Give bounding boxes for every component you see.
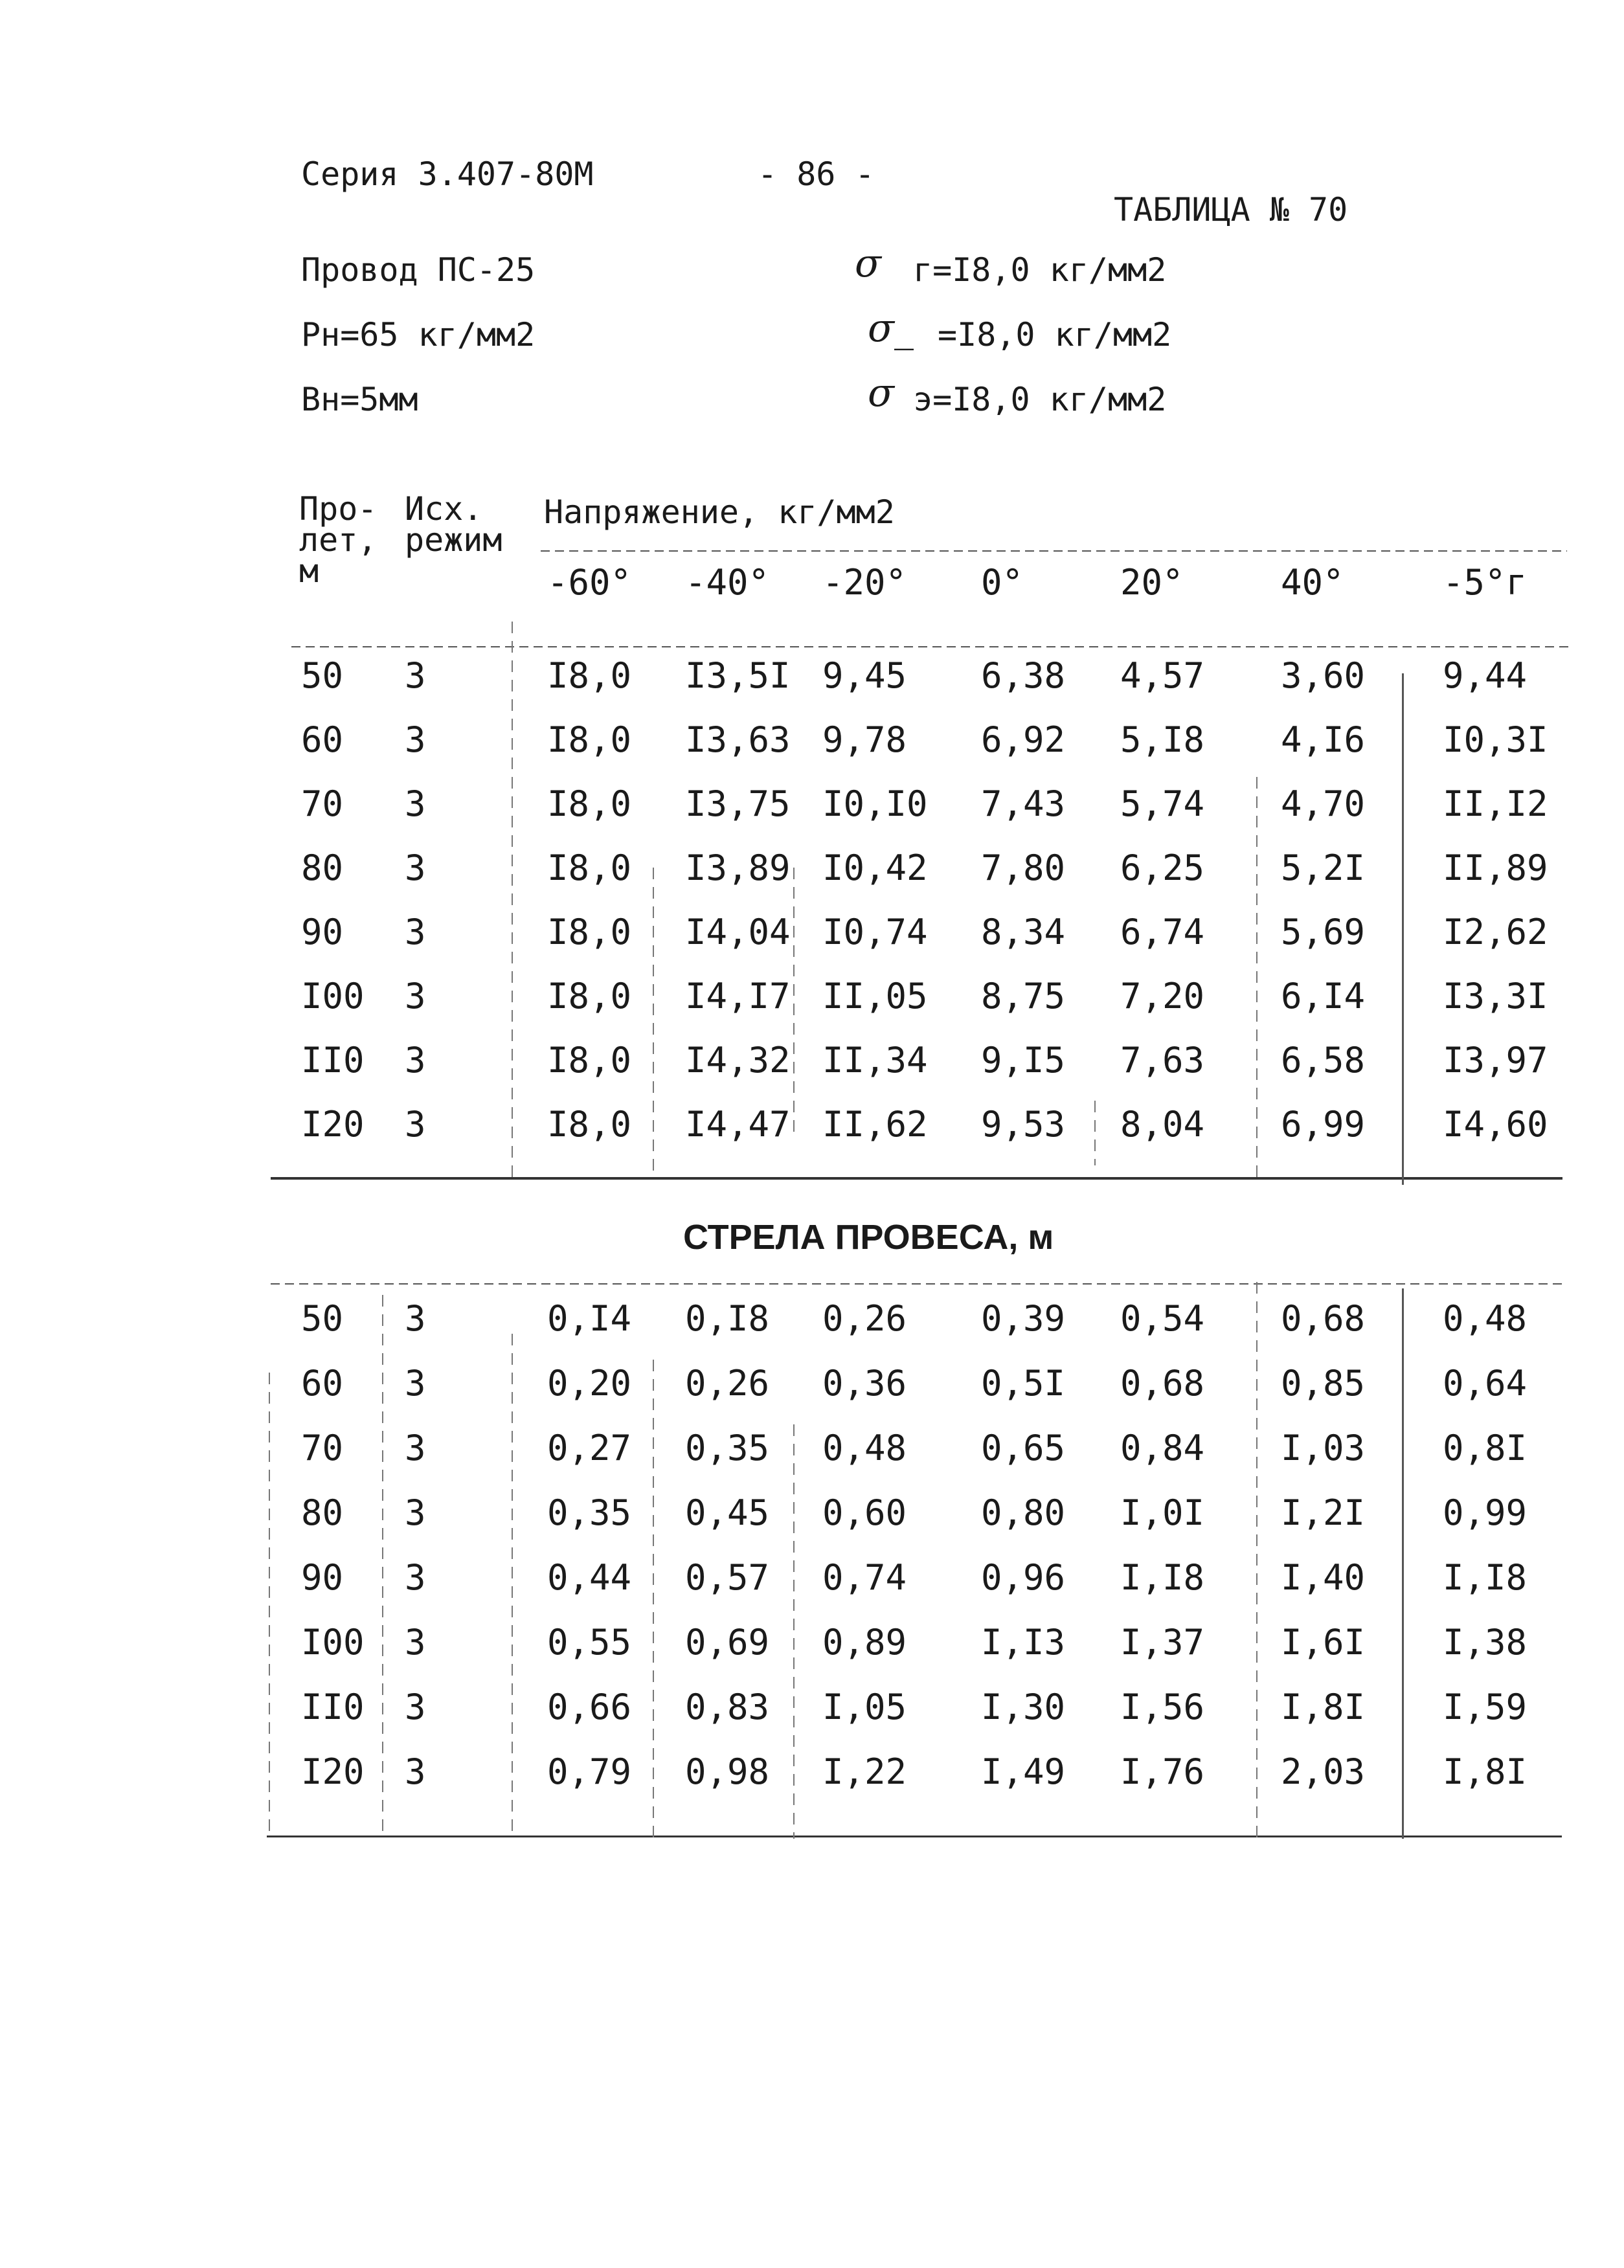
value-cell: 0,35	[547, 1492, 632, 1533]
span-cell: 90	[301, 1557, 344, 1598]
span-cell: 70	[301, 783, 344, 824]
value-cell: 0,45	[685, 1492, 770, 1533]
value-cell: 0,20	[547, 1363, 632, 1404]
value-cell: I,03	[1281, 1428, 1366, 1468]
mode-cell: 3	[405, 719, 426, 760]
value-cell: 7,43	[981, 783, 1066, 824]
value-cell: I4,04	[685, 912, 791, 952]
value-cell: I4,I7	[685, 976, 791, 1016]
value-cell: 0,39	[981, 1298, 1066, 1339]
value-cell: 8,34	[981, 912, 1066, 952]
mode-cell: 3	[405, 1751, 426, 1792]
value-cell: I3,97	[1443, 1040, 1548, 1081]
mode-cell: 3	[405, 848, 426, 888]
span-cell: 90	[301, 912, 344, 952]
value-cell: I4,60	[1443, 1104, 1548, 1145]
sigma-minus-icon: σ_	[868, 306, 914, 351]
value-cell: 3,60	[1281, 655, 1366, 696]
value-cell: I8,0	[547, 1104, 632, 1145]
col-rule-mode	[382, 1295, 383, 1832]
table-bottom-rule	[267, 1836, 1562, 1837]
temp-col-header: -40°	[685, 562, 770, 603]
col-span-line2: лет,	[299, 521, 378, 559]
value-cell: 5,74	[1120, 783, 1205, 824]
temp-col-header: -5°г	[1443, 562, 1528, 603]
value-cell: I8,0	[547, 1040, 632, 1081]
span-cell: 60	[301, 1363, 344, 1404]
col-rule-m40	[653, 868, 654, 1178]
table-number: ТАБЛИЦА № 70	[1114, 191, 1348, 229]
mode-cell: 3	[405, 1363, 426, 1404]
mode-cell: 3	[405, 1557, 426, 1598]
value-cell: 0,99	[1443, 1492, 1528, 1533]
sigma-g-icon: σ	[855, 241, 881, 286]
value-cell: 0,68	[1120, 1363, 1205, 1404]
value-cell: 0,69	[685, 1622, 770, 1663]
wire-type: Провод ПС-25	[301, 251, 536, 289]
value-cell: 9,78	[822, 719, 907, 760]
value-cell: 0,5I	[981, 1363, 1066, 1404]
value-cell: 0,89	[822, 1622, 907, 1663]
value-cell: 0,65	[981, 1428, 1066, 1468]
value-cell: 4,57	[1120, 655, 1205, 696]
value-cell: II,62	[822, 1104, 928, 1145]
value-cell: I,59	[1443, 1687, 1528, 1727]
value-cell: I4,47	[685, 1104, 791, 1145]
value-cell: 6,99	[1281, 1104, 1366, 1145]
value-cell: 6,58	[1281, 1040, 1366, 1081]
value-cell: I,8I	[1281, 1687, 1366, 1727]
value-cell: 9,44	[1443, 655, 1528, 696]
sigma-minus-value: =I8,0 кг/мм2	[938, 316, 1172, 354]
col-rule-40	[1402, 673, 1404, 1185]
mode-cell: 3	[405, 1428, 426, 1468]
value-cell: 0,68	[1281, 1298, 1366, 1339]
value-cell: I8,0	[547, 976, 632, 1016]
value-cell: I4,32	[685, 1040, 791, 1081]
value-cell: 6,92	[981, 719, 1066, 760]
value-cell: 0,36	[822, 1363, 907, 1404]
value-cell: 7,80	[981, 848, 1066, 888]
col-rule-20-sag	[1256, 1282, 1257, 1839]
col-span-line1: Про-	[299, 490, 378, 528]
value-cell: I,I8	[1120, 1557, 1205, 1598]
sigma-e-icon: σ	[868, 370, 894, 416]
span-cell: I20	[301, 1104, 365, 1145]
mode-cell: 3	[405, 1687, 426, 1727]
value-cell: I0,42	[822, 848, 928, 888]
mode-cell: 3	[405, 1040, 426, 1081]
value-cell: 0,60	[822, 1492, 907, 1533]
sag-section-title: СТРЕЛА ПРОВЕСА, м	[683, 1218, 1054, 1257]
value-cell: 8,04	[1120, 1104, 1205, 1145]
value-cell: 6,25	[1120, 848, 1205, 888]
mode-cell: 3	[405, 1622, 426, 1663]
value-cell: 9,45	[822, 655, 907, 696]
value-cell: I,37	[1120, 1622, 1205, 1663]
value-cell: I,30	[981, 1687, 1066, 1727]
value-cell: I,40	[1281, 1557, 1366, 1598]
value-cell: 0,79	[547, 1751, 632, 1792]
value-cell: 0,35	[685, 1428, 770, 1468]
value-cell: 0,48	[1443, 1298, 1528, 1339]
value-cell: I0,74	[822, 912, 928, 952]
stress-bottom-rule	[271, 1177, 1562, 1180]
value-cell: 4,70	[1281, 783, 1366, 824]
value-cell: I,0I	[1120, 1492, 1205, 1533]
header-bottom-rule	[291, 646, 1573, 647]
pn-value: Рн=65 кг/мм2	[301, 316, 536, 354]
col-span-header	[299, 490, 378, 590]
value-cell: 0,8I	[1443, 1428, 1528, 1468]
value-cell: 0,57	[685, 1557, 770, 1598]
col-rule-m20	[793, 868, 795, 1140]
value-cell: I,2I	[1281, 1492, 1366, 1533]
col-rule-0	[1094, 1101, 1096, 1165]
col-mode-header	[405, 490, 502, 559]
col-span-line3: м	[299, 552, 319, 590]
value-cell: I0,3I	[1443, 719, 1548, 760]
value-cell: I,22	[822, 1751, 907, 1792]
sigma-e-value: э=I8,0 кг/мм2	[913, 381, 1167, 418]
value-cell: I3,5I	[685, 655, 791, 696]
value-cell: II,I2	[1443, 783, 1548, 824]
page-number: - 86 -	[758, 155, 875, 193]
col-rule-20	[1256, 777, 1257, 1178]
temp-col-header: -20°	[822, 562, 907, 603]
value-cell: 0,26	[685, 1363, 770, 1404]
stress-group-title: Напряжение, кг/мм2	[544, 493, 895, 531]
mode-cell: 3	[405, 655, 426, 696]
value-cell: 6,74	[1120, 912, 1205, 952]
col-rule-m20-sag	[793, 1424, 795, 1839]
span-cell: 80	[301, 1492, 344, 1533]
group-underline	[541, 550, 1567, 552]
col-rule-values-sag	[512, 1334, 513, 1832]
mode-cell: 3	[405, 1492, 426, 1533]
value-cell: 0,55	[547, 1622, 632, 1663]
sigma-g-value: г=I8,0 кг/мм2	[913, 251, 1167, 289]
value-cell: 0,26	[822, 1298, 907, 1339]
value-cell: 0,74	[822, 1557, 907, 1598]
value-cell: 7,20	[1120, 976, 1205, 1016]
col-rule-left	[269, 1373, 270, 1839]
value-cell: II,05	[822, 976, 928, 1016]
span-cell: 50	[301, 655, 344, 696]
value-cell: II,34	[822, 1040, 928, 1081]
value-cell: I2,62	[1443, 912, 1548, 952]
value-cell: 4,I6	[1281, 719, 1366, 760]
value-cell: I,56	[1120, 1687, 1205, 1727]
mode-cell: 3	[405, 783, 426, 824]
value-cell: I,I3	[981, 1622, 1066, 1663]
value-cell: 9,53	[981, 1104, 1066, 1145]
value-cell: 0,48	[822, 1428, 907, 1468]
value-cell: 0,85	[1281, 1363, 1366, 1404]
span-cell: 60	[301, 719, 344, 760]
value-cell: I3,89	[685, 848, 791, 888]
value-cell: I,38	[1443, 1622, 1528, 1663]
value-cell: 0,54	[1120, 1298, 1205, 1339]
mode-cell: 3	[405, 1298, 426, 1339]
value-cell: I8,0	[547, 655, 632, 696]
value-cell: 7,63	[1120, 1040, 1205, 1081]
value-cell: I8,0	[547, 783, 632, 824]
value-cell: 0,66	[547, 1687, 632, 1727]
span-cell: 50	[301, 1298, 344, 1339]
value-cell: 0,27	[547, 1428, 632, 1468]
value-cell: 8,75	[981, 976, 1066, 1016]
value-cell: 0,96	[981, 1557, 1066, 1598]
value-cell: 0,83	[685, 1687, 770, 1727]
temp-col-header: 20°	[1120, 562, 1184, 603]
value-cell: 0,98	[685, 1751, 770, 1792]
value-cell: I0,I0	[822, 783, 928, 824]
series-label: Серия 3.407-80М	[301, 155, 594, 193]
value-cell: 5,I8	[1120, 719, 1205, 760]
value-cell: I3,75	[685, 783, 791, 824]
value-cell: 0,64	[1443, 1363, 1528, 1404]
value-cell: I,05	[822, 1687, 907, 1727]
col-mode-line1: Исх.	[405, 490, 483, 528]
mode-cell: 3	[405, 976, 426, 1016]
value-cell: 6,38	[981, 655, 1066, 696]
value-cell: II,89	[1443, 848, 1548, 888]
value-cell: 0,44	[547, 1557, 632, 1598]
bn-value: Вн=5мм	[301, 381, 418, 418]
col-rule-m40-sag	[653, 1360, 654, 1839]
value-cell: I3,3I	[1443, 976, 1548, 1016]
span-cell: I00	[301, 976, 365, 1016]
span-cell: I00	[301, 1622, 365, 1663]
value-cell: I,6I	[1281, 1622, 1366, 1663]
value-cell: 0,I4	[547, 1298, 632, 1339]
value-cell: I,49	[981, 1751, 1066, 1792]
col-rule-40-sag	[1402, 1288, 1404, 1839]
value-cell: I8,0	[547, 719, 632, 760]
value-cell: I3,63	[685, 719, 791, 760]
value-cell: I,I8	[1443, 1557, 1528, 1598]
value-cell: 0,I8	[685, 1298, 770, 1339]
span-cell: II0	[301, 1040, 365, 1081]
value-cell: 5,2I	[1281, 848, 1366, 888]
value-cell: I,76	[1120, 1751, 1205, 1792]
span-cell: 80	[301, 848, 344, 888]
span-cell: I20	[301, 1751, 365, 1792]
temp-col-header: -60°	[547, 562, 632, 603]
value-cell: I,8I	[1443, 1751, 1528, 1792]
col-mode-line2: режим	[405, 521, 502, 559]
value-cell: I8,0	[547, 912, 632, 952]
mode-cell: 3	[405, 1104, 426, 1145]
value-cell: 0,80	[981, 1492, 1066, 1533]
value-cell: I8,0	[547, 848, 632, 888]
sag-top-rule	[271, 1283, 1562, 1285]
span-cell: II0	[301, 1687, 365, 1727]
temp-col-header: 0°	[981, 562, 1024, 603]
temp-col-header: 40°	[1281, 562, 1344, 603]
value-cell: 6,I4	[1281, 976, 1366, 1016]
value-cell: 0,84	[1120, 1428, 1205, 1468]
mode-cell: 3	[405, 912, 426, 952]
value-cell: 2,03	[1281, 1751, 1366, 1792]
value-cell: 9,I5	[981, 1040, 1066, 1081]
col-rule-values	[512, 622, 513, 1178]
span-cell: 70	[301, 1428, 344, 1468]
value-cell: 5,69	[1281, 912, 1366, 952]
